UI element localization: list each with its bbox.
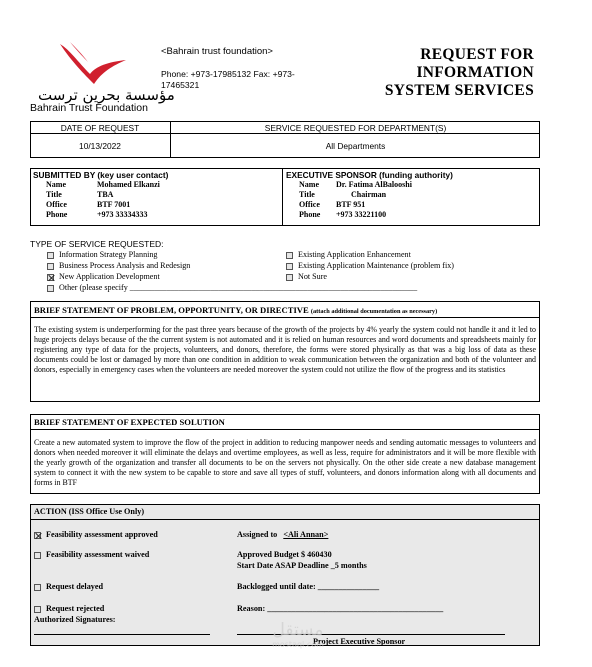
assigned-value[interactable]: <Ali Annan>: [283, 530, 329, 539]
service-option-5[interactable]: [286, 261, 454, 271]
authorized-signatures-label: Authorized Signatures:: [34, 615, 116, 624]
sponsor-phone-value[interactable]: +973 33221100: [336, 210, 387, 219]
submitted-values: [97, 180, 160, 220]
sponsor-labels: [299, 180, 320, 220]
submitted-title-value[interactable]: TBA: [97, 190, 114, 199]
checkbox[interactable]: [34, 606, 41, 613]
submitted-labels: [46, 180, 67, 220]
contacts-divider-v: [282, 168, 283, 226]
option-label: Existing Application Enhancement: [298, 250, 411, 259]
submitted-heading: SUBMITTED BY (key user contact): [33, 170, 169, 180]
option-label: Business Process Analysis and Redesign: [59, 261, 191, 270]
request-rejected-option[interactable]: [34, 604, 104, 613]
request-delayed-option[interactable]: [34, 582, 103, 591]
feasibility-waived-option[interactable]: [34, 550, 149, 559]
watermark-english: mostaql.com: [272, 640, 324, 649]
sponsor-label-office: Office: [299, 200, 320, 209]
service-option-1[interactable]: [47, 261, 190, 271]
sponsor-values: [336, 180, 412, 220]
checkbox[interactable]: [286, 274, 293, 281]
problem-heading-text: BRIEF STATEMENT OF PROBLEM, OPPORTUNITY, OR DIRECTIVE: [34, 305, 309, 315]
action-heading: ACTION (ISS Office Use Only): [34, 507, 145, 516]
logo: [30, 40, 175, 115]
sponsor-heading: EXECUTIVE SPONSOR (funding authority): [286, 170, 453, 180]
solution-text[interactable]: Create a new automated system to improve the flow of the project in addition to reducing manpower needs and sending automatic messages to volunteers and donors when needed moreover it will eliminate the delays and overtime employees, as well as less, require for administrators and it will be more flexible with the yearly growth of the organization and transfer all documents to be on the servers not physically. On the other side create a new database management system to connect it with the new system to be capable to store and save all types of stuff, volunteers, and donors information along with all documents and forms in BTF: [34, 438, 536, 488]
sponsor-title-value[interactable]: Chairman: [351, 190, 387, 199]
problem-heading: [34, 305, 437, 315]
date-value[interactable]: 10/13/2022: [79, 141, 121, 151]
watermark: [258, 620, 338, 649]
service-header: SERVICE REQUESTED FOR DEPARTMENT(S): [264, 123, 447, 133]
option-label: Feasibility assessment approved: [46, 530, 158, 539]
signature-line-left[interactable]: [34, 634, 210, 635]
option-label: Information Strategy Planning: [59, 250, 158, 259]
option-label: New Application Development: [59, 272, 160, 281]
service-value[interactable]: All Departments: [325, 141, 386, 151]
sponsor-label-name: Name: [299, 180, 319, 189]
logo-text-arabic: مؤسسة بحرين ترست: [38, 86, 175, 104]
title-line-1: REQUEST FOR: [420, 46, 534, 63]
request-table-divider-h: [30, 133, 540, 134]
solution-heading-divider: [30, 429, 540, 430]
option-label: Existing Application Maintenance (problem fix): [298, 261, 454, 270]
logo-text-english: Bahrain Trust Foundation: [30, 102, 148, 114]
submitted-phone-value[interactable]: +973 33334333: [97, 210, 148, 219]
service-option-3[interactable]: [47, 283, 417, 293]
project-executive-sponsor-label: Project Executive Sponsor: [313, 637, 406, 646]
assigned-label: Assigned to: [237, 530, 278, 539]
solution-heading: BRIEF STATEMENT OF EXPECTED SOLUTION: [34, 417, 225, 427]
bird-logo-icon: [56, 40, 128, 90]
checkbox[interactable]: [47, 252, 54, 259]
action-heading-divider: [30, 519, 540, 520]
reason-field[interactable]: Reason: ___________________________________________: [237, 604, 444, 613]
checkbox[interactable]: [286, 252, 293, 259]
service-option-4[interactable]: [286, 250, 411, 260]
label-name: Name: [46, 180, 66, 189]
contact-line-1: Phone: +973-17985132 Fax: +973-: [161, 69, 295, 79]
assigned-to: [237, 530, 336, 539]
service-type-heading: TYPE OF SERVICE REQUESTED:: [30, 239, 164, 249]
checkbox[interactable]: [286, 263, 293, 270]
submitted-name-value[interactable]: Mohamed Elkanzi: [97, 180, 160, 189]
sponsor-office-value[interactable]: BTF 951: [336, 200, 366, 209]
option-label: Other (please specify _______________________________________________________________________: [59, 283, 418, 292]
label-title: Title: [46, 190, 62, 199]
contact-line-2: 17465321: [161, 80, 200, 90]
option-label: Feasibility assessment waived: [46, 550, 150, 559]
form-title: [385, 46, 534, 100]
backlogged-until[interactable]: Backlogged until date: _______________: [237, 582, 380, 591]
checkbox[interactable]: [47, 263, 54, 270]
title-line-2: INFORMATION: [416, 64, 534, 81]
checkbox-checked[interactable]: [34, 532, 41, 539]
service-option-2[interactable]: [47, 272, 160, 282]
option-label: Request delayed: [46, 582, 104, 591]
label-office: Office: [46, 200, 67, 209]
label-phone: Phone: [46, 210, 68, 219]
approved-budget[interactable]: Approved Budget $ 460430: [237, 550, 332, 559]
problem-text[interactable]: The existing system is underperforming for the past three years because of the growth of the projects by 4% yearly the system could not handle it and it led to huge projects delays because of the the current system is not automated and it is relied on human resources and word documents and spreadsheets mainly for registering any type of data for the projects, volunteers, and donors, therefore, the forms were stored physically as that was a big loss of data as these documents could be lost or damaged by more than one condition in addition to weak communication between the organization and both of the volunteer and donors, especially in emergency cases when the volunteers are needed moreover the system could not utilize the flow of the progress and its statistics: [34, 325, 536, 375]
checkbox[interactable]: [34, 584, 41, 591]
problem-heading-divider: [30, 317, 540, 318]
start-date-deadline[interactable]: Start Date ASAP Deadline _5 months: [237, 561, 367, 570]
submitted-office-value[interactable]: BTF 7001: [97, 200, 131, 209]
sponsor-label-phone: Phone: [299, 210, 321, 219]
feasibility-approved-option[interactable]: [34, 530, 158, 539]
date-header: DATE OF REQUEST: [60, 123, 140, 133]
service-option-0[interactable]: [47, 250, 157, 260]
option-label: Not Sure: [298, 272, 327, 281]
org-name: <Bahrain trust foundation>: [161, 46, 273, 57]
checkbox[interactable]: [47, 285, 54, 292]
problem-heading-note: (attach additional documentation as necessary): [310, 308, 438, 315]
option-label: Request rejected: [46, 604, 105, 613]
sponsor-label-title: Title: [299, 190, 315, 199]
service-option-6[interactable]: [286, 272, 327, 282]
checkbox-checked[interactable]: [47, 274, 54, 281]
title-line-3: SYSTEM SERVICES: [384, 82, 534, 99]
sponsor-name-value[interactable]: Dr. Fatima AlBalooshi: [336, 180, 412, 189]
checkbox[interactable]: [34, 552, 41, 559]
watermark-arabic: مستقل: [272, 620, 324, 640]
